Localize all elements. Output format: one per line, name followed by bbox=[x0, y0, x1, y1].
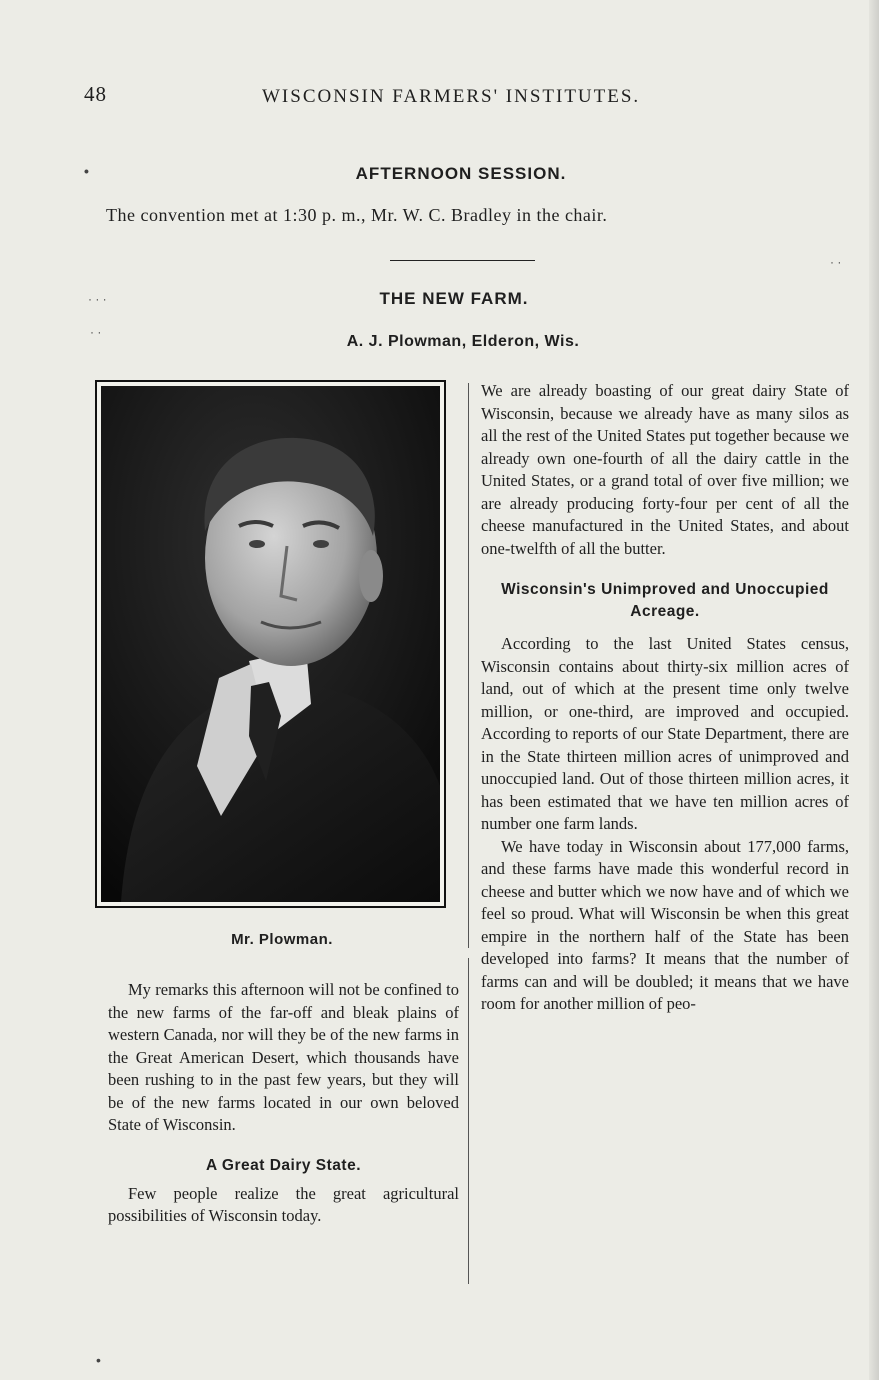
print-mark: • bbox=[84, 163, 89, 179]
page-edge bbox=[869, 0, 879, 1380]
section-divider bbox=[390, 260, 535, 261]
session-note: The convention met at 1:30 p. m., Mr. W. C. Bradley in the chair. bbox=[106, 205, 608, 225]
print-speck: • bbox=[96, 1352, 101, 1368]
subheading-unimproved-acreage: Wisconsin's Unimproved and Unoccupied Acreage. bbox=[501, 581, 829, 620]
page-number: 48 bbox=[84, 82, 107, 106]
column-rule bbox=[468, 383, 469, 948]
portrait-photo bbox=[101, 386, 440, 902]
left-column bbox=[108, 979, 459, 1228]
article-title: THE NEW FARM. bbox=[379, 289, 529, 308]
running-title: WISCONSIN FARMERS' INSTITUTES. bbox=[262, 86, 641, 107]
author-byline: A. J. Plowman, Elderon, Wis. bbox=[346, 333, 580, 350]
subheading-dairy-state: A Great Dairy State. bbox=[205, 1156, 361, 1174]
farms-paragraph: We have today in Wisconsin about 177,000 farms, and these farms have made this wonderful record in cheese and butter which we now have and of which we feel so proud. What will Wisconsin be when this great empire in the northern half of the State has been developed into farms? It means that the number of farms can and will be doubled; it means that we have room for another million of peo- bbox=[481, 836, 849, 1013]
census-paragraph: According to the last United States census, Wisconsin contains about thirty-six million acres of land, out of which at the present time only twelve million, or one-third, are improved and occupied. According to reports of our State Department, there are in the State thirteen million acres of unimproved and unoccupied land. Out of those thirteen million acres, it has been estimated that we have ten million acres of number one farm lands. bbox=[481, 634, 849, 833]
author-portrait bbox=[95, 380, 446, 908]
print-speck: · · · bbox=[88, 292, 107, 306]
right-column bbox=[481, 380, 849, 1016]
session-heading: AFTERNOON SESSION. bbox=[355, 164, 567, 183]
photo-caption: Mr. Plowman. bbox=[231, 931, 333, 948]
column-rule bbox=[468, 958, 469, 1284]
intro-paragraph: My remarks this afternoon will not be confined to the new farms of the far-off and bleak plains of western Canada, nor will they be of the new farms in the Great American Desert, which thousands have been rushing to in the past few years, but they will be of the new farms located in our own beloved State of Wisconsin. bbox=[108, 980, 459, 1134]
print-speck: · · bbox=[90, 325, 102, 339]
print-speck: · · bbox=[830, 255, 842, 269]
dairy-stats-paragraph: We are already boasting of our great dairy State of Wisconsin, because we already have as many silos as all the rest of the United States put together because we already own one-fourth of all the dairy cattle in the United States, or a grand total of over five million; we are already producing forty-four per cent of all the cheese manufactured in the United States, and about one-twelfth of all the butter. bbox=[481, 381, 849, 558]
possibilities-paragraph: Few people realize the great agricultural possibilities of Wisconsin today. bbox=[108, 1183, 459, 1225]
